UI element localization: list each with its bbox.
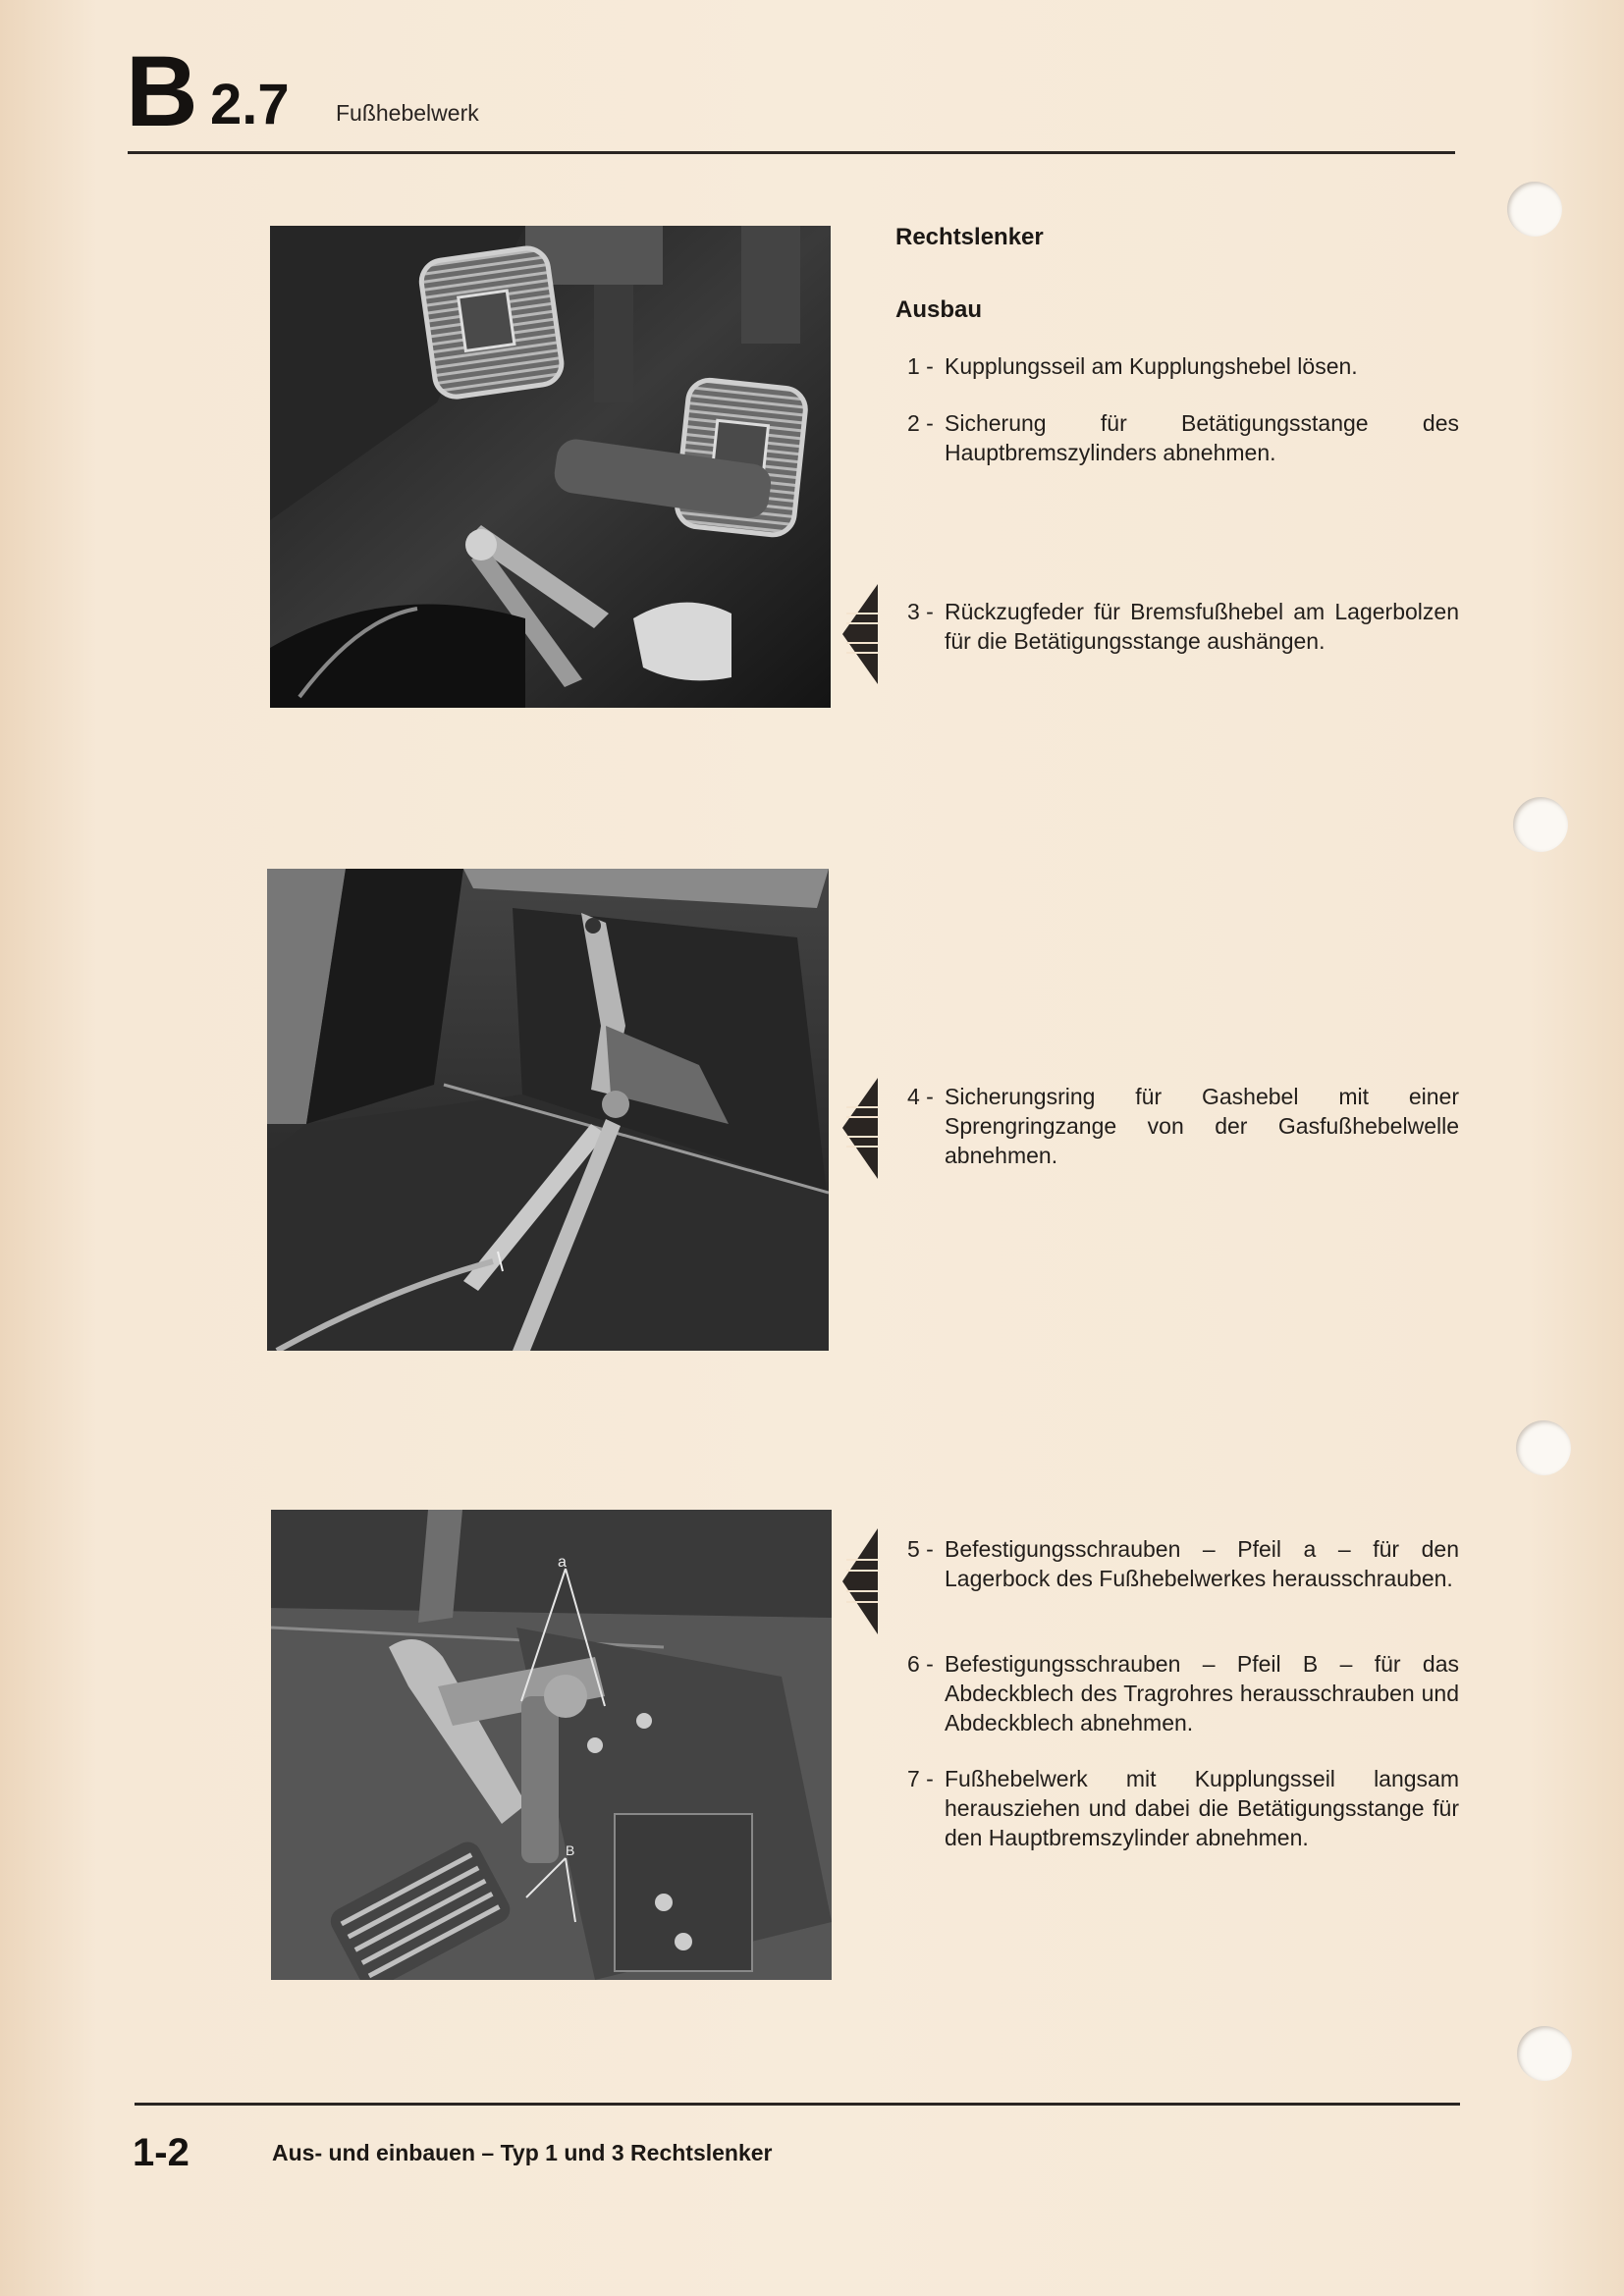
step-item <box>907 1534 1459 1593</box>
photo-throttle-circlip <box>267 869 829 1351</box>
step-text: Sicherung für Betätigungsstange des Hauptbremszylinders abnehmen. <box>945 410 1459 465</box>
photo-pedal-assembly <box>271 1510 832 1980</box>
pointer-arrow-icon <box>842 1078 878 1179</box>
pointer-arrow-icon <box>842 1528 878 1634</box>
binder-hole <box>1516 1420 1571 1475</box>
arrow-label-b: B <box>566 1842 575 1858</box>
step-item <box>907 1082 1459 1170</box>
step-number: 4 - <box>907 1084 934 1109</box>
section-letter: B <box>126 35 196 147</box>
step-item <box>907 351 1459 381</box>
step-item <box>907 1764 1459 1852</box>
header-rule <box>128 151 1455 154</box>
binder-hole <box>1517 2026 1572 2081</box>
heading-rechtslenker: Rechtslenker <box>895 224 1044 250</box>
step-item <box>907 1649 1459 1737</box>
step-number: 2 - <box>907 410 934 436</box>
page-number: 1-2 <box>133 2131 189 2174</box>
step-text: Befestigungsschrauben – Pfeil B – für das Abdeckblech des Tragrohres herausschrauben und Abdeckblech abnehmen. <box>945 1651 1459 1735</box>
binder-hole <box>1513 797 1568 852</box>
step-number: 6 - <box>907 1651 934 1677</box>
heading-ausbau: Ausbau <box>895 296 983 323</box>
step-text: Befestigungsschrauben – Pfeil a – für den Lagerbock des Fußhebelwerkes herausschrauben. <box>945 1536 1459 1591</box>
step-number: 5 - <box>907 1536 934 1562</box>
step-item <box>907 597 1459 656</box>
photo-pedals-spring <box>270 226 831 708</box>
step-number: 7 - <box>907 1766 934 1791</box>
section-number: 2.7 <box>210 73 290 136</box>
step-text: Sicherungsring für Gashebel mit einer Sprengringzange von der Gasfußhebelwelle abnehmen. <box>945 1084 1459 1168</box>
step-text: Rückzugfeder für Bremsfußhebel am Lagerbolzen für die Betätigungsstange aushängen. <box>945 599 1459 654</box>
binder-hole <box>1507 182 1562 237</box>
step-text: Fußhebelwerk mit Kupplungsseil langsam herausziehen und dabei die Betätigungsstange für den Hauptbremszylinder abnehmen. <box>945 1766 1459 1850</box>
step-number: 3 - <box>907 599 934 624</box>
footer-rule <box>135 2103 1460 2106</box>
arrow-label-a: a <box>558 1554 567 1571</box>
footer-text: Aus- und einbauen – Typ 1 und 3 Rechtslenker <box>272 2140 773 2165</box>
pointer-arrow-icon <box>842 584 878 684</box>
section-title: Fußhebelwerk <box>336 100 479 126</box>
step-item <box>907 408 1459 467</box>
step-text: Kupplungsseil am Kupplungshebel lösen. <box>945 353 1358 379</box>
step-number: 1 - <box>907 353 934 379</box>
